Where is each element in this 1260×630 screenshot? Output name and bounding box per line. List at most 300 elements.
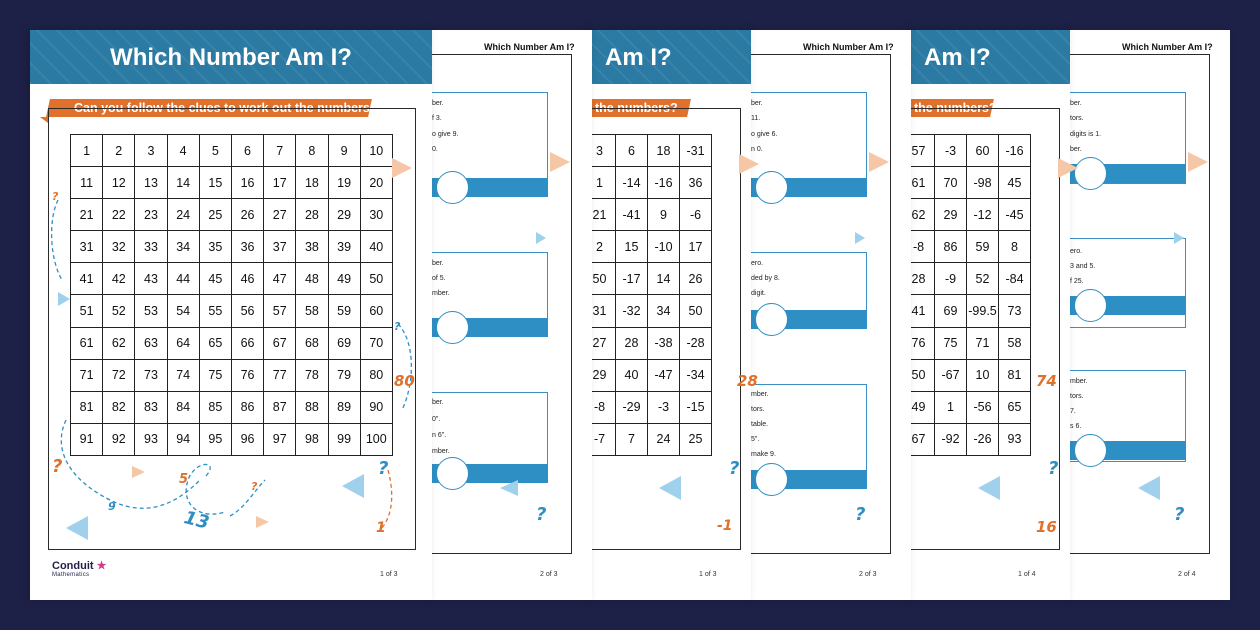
number-grid [583,134,712,456]
grid-cell: 40 [616,359,648,391]
grid-row [584,135,712,167]
grid-cell: 58 [999,327,1031,359]
answer-circle[interactable] [755,171,788,204]
grid-cell: 91 [71,423,103,455]
triangle-decoration [1174,232,1184,244]
grid-cell: 14 [648,263,680,295]
grid-cell: -15 [680,391,712,423]
grid-cell: 87 [264,391,296,423]
clue-line: o give 6. [751,131,778,138]
grid-cell: -6 [680,199,712,231]
clue-line: 7. [1070,408,1076,415]
grid-cell: 25 [680,423,712,455]
grid-cell: 28 [296,199,328,231]
grid-cell: 77 [264,359,296,391]
grid-cell: 86 [935,231,967,263]
grid-cell: 8 [999,231,1031,263]
grid-cell: 81 [71,391,103,423]
grid-cell: 29 [584,359,616,391]
grid-cell: -26 [967,423,999,455]
answer-circle[interactable] [1074,289,1107,322]
grid-cell: 65 [999,391,1031,423]
grid-cell: 69 [328,327,360,359]
triangle-decoration [855,232,865,244]
page-title: Which Number Am I? [1122,42,1213,52]
clue-line: table. [751,421,769,428]
grid-cell: 14 [167,167,199,199]
clue-line: ded by 8. [751,275,780,282]
instruction-text: the numbers? [595,101,678,115]
grid-cell: 10 [967,359,999,391]
grid-cell: 45 [999,167,1031,199]
triangle-decoration [342,474,364,498]
grid-row [584,423,712,455]
grid-cell: 18 [648,135,680,167]
grid-cell: 42 [103,263,135,295]
grid-cell: 11 [71,167,103,199]
grid-cell: 92 [103,423,135,455]
grid-cell: -7 [584,423,616,455]
triangle-decoration [132,466,145,478]
question-mark-decoration: ? [394,320,401,333]
grid-row [584,295,712,327]
grid-cell: 60 [967,135,999,167]
clue-line: 0. [432,146,438,153]
grid-cell: 93 [135,423,167,455]
grid-cell: 33 [135,231,167,263]
grid-cell: 70 [360,327,392,359]
grid-cell: 49 [903,391,935,423]
question-mark-decoration: ? [1048,458,1059,479]
triangle-decoration [1058,158,1078,178]
grid-cell: -92 [935,423,967,455]
grid-cell: 3 [135,135,167,167]
grid-cell: 15 [616,231,648,263]
clue-line: tors. [751,406,765,413]
worksheet-page-1-of-4 [910,30,1070,600]
grid-cell: 62 [103,327,135,359]
clue-line: ero. [1070,248,1083,255]
grid-row [903,263,1031,295]
grid-cell: -10 [648,231,680,263]
page-number: 1 of 4 [1018,571,1036,578]
grid-cell: 8 [296,135,328,167]
clue-line: 5". [751,436,760,443]
clue-line: digits is 1. [1070,131,1102,138]
grid-cell: 19 [328,167,360,199]
grid-cell: 34 [167,231,199,263]
grid-cell: 21 [584,199,616,231]
grid-cell: 25 [199,199,231,231]
worksheet-preview-board [30,30,1230,600]
grid-cell: 12 [103,167,135,199]
question-mark-decoration: ? [1174,504,1185,525]
grid-cell: 84 [167,391,199,423]
grid-cell: 76 [903,327,935,359]
grid-row [584,231,712,263]
clue-line: f 3. [432,115,442,122]
triangle-decoration [58,292,70,306]
grid-cell: 32 [103,231,135,263]
grid-cell: -31 [680,135,712,167]
grid-row [903,231,1031,263]
grid-cell: -8 [903,231,935,263]
grid-cell: 3 [584,135,616,167]
grid-cell: 17 [680,231,712,263]
grid-cell: 65 [199,327,231,359]
grid-cell: 59 [967,231,999,263]
grid-cell: -28 [680,327,712,359]
instruction-text: the numbers? [914,101,997,115]
worksheet-page-1-of-3 [30,30,432,600]
grid-cell: -14 [616,167,648,199]
grid-cell: 51 [71,295,103,327]
grid-cell: -12 [967,199,999,231]
grid-cell: 66 [231,327,263,359]
question-mark-decoration: ? [52,190,59,203]
grid-cell: 67 [264,327,296,359]
grid-cell: 43 [135,263,167,295]
clue-line: make 9. [751,451,776,458]
grid-cell: 55 [199,295,231,327]
grid-cell: 67 [903,423,935,455]
grid-cell: 7 [616,423,648,455]
grid-row [584,359,712,391]
grid-cell: 83 [135,391,167,423]
clue-line: ber. [751,100,763,107]
worksheet-page-2-of-3-b [751,30,911,600]
clue-line: ber. [432,100,444,107]
grid-cell: 45 [199,263,231,295]
grid-cell: -98 [967,167,999,199]
grid-cell: 16 [231,167,263,199]
grid-cell: 79 [328,359,360,391]
clue-line: mber. [1070,378,1088,385]
question-mark-decoration: ? [729,458,740,479]
answer-circle[interactable] [755,463,788,496]
number-74-decoration: 74 [1036,372,1057,390]
grid-cell: 52 [103,295,135,327]
grid-row [584,391,712,423]
clue-line: mber. [432,290,450,297]
page-number: 2 of 4 [1178,571,1196,578]
grid-cell: 74 [167,359,199,391]
grid-cell: 39 [328,231,360,263]
grid-cell: 57 [264,295,296,327]
grid-cell: 54 [167,295,199,327]
page-title-partial: Am I? [605,44,672,71]
grid-cell: 10 [360,135,392,167]
grid-cell: -16 [999,135,1031,167]
grid-cell: 78 [296,359,328,391]
grid-cell: -41 [616,199,648,231]
grid-cell: 13 [135,167,167,199]
grid-cell: 95 [199,423,231,455]
triangle-decoration [739,154,759,174]
grid-cell: 31 [584,295,616,327]
grid-cell: 41 [71,263,103,295]
grid-cell: 49 [328,263,360,295]
grid-cell: -38 [648,327,680,359]
grid-cell: 26 [680,263,712,295]
grid-cell: 18 [296,167,328,199]
grid-cell: 93 [999,423,1031,455]
clue-line: ber. [432,260,444,267]
grid-cell: -67 [935,359,967,391]
number-28-decoration: 28 [737,372,758,390]
grid-cell: 2 [584,231,616,263]
answer-circle[interactable] [436,171,469,204]
grid-cell: 62 [903,199,935,231]
worksheet-page-2-of-4 [1070,30,1230,600]
grid-cell: 61 [71,327,103,359]
grid-cell: 26 [231,199,263,231]
worksheet-page-2-of-3 [432,30,592,600]
grid-cell: 48 [296,263,328,295]
grid-cell: 17 [264,167,296,199]
grid-cell: 40 [360,231,392,263]
grid-cell: 50 [903,359,935,391]
grid-cell: 50 [584,263,616,295]
grid-cell: 59 [328,295,360,327]
brand-name: Conduit ★ [52,560,107,572]
grid-row [903,423,1031,455]
grid-cell: 30 [360,199,392,231]
grid-cell: 71 [71,359,103,391]
grid-cell: 31 [71,231,103,263]
grid-cell: 28 [903,263,935,295]
star-icon: ★ [96,560,107,572]
clue-line: digit. [751,290,766,297]
grid-cell: 56 [231,295,263,327]
clue-line: f 25. [1070,278,1084,285]
grid-cell: 75 [935,327,967,359]
grid-cell: 38 [296,231,328,263]
grid-row [584,327,712,359]
grid-cell: 28 [616,327,648,359]
number-grid [902,134,1031,456]
page-title-partial: Am I? [924,44,991,71]
triangle-decoration [978,476,1000,500]
clue-line: ero. [751,260,764,267]
grid-cell: 53 [135,295,167,327]
number-5-decoration: 5 [179,472,189,487]
grid-cell: 52 [967,263,999,295]
grid-cell: -34 [680,359,712,391]
grid-cell: 89 [328,391,360,423]
grid-cell: 24 [167,199,199,231]
grid-cell: 29 [935,199,967,231]
grid-cell: 1 [935,391,967,423]
grid-row [903,135,1031,167]
grid-cell: 94 [167,423,199,455]
grid-cell: 82 [103,391,135,423]
clue-line: mber. [432,448,450,455]
grid-cell: 73 [999,295,1031,327]
clue-line: n 0. [751,146,763,153]
answer-circle[interactable] [436,311,469,344]
triangle-decoration [1188,152,1208,172]
grid-cell: 57 [903,135,935,167]
grid-cell: 64 [167,327,199,359]
question-mark-decoration: ? [251,480,258,493]
grid-cell: -3 [648,391,680,423]
clue-line: of 5. [432,275,446,282]
number-1-decoration: 1 [376,520,386,536]
grid-cell: 81 [999,359,1031,391]
grid-row [903,199,1031,231]
grid-cell: 96 [231,423,263,455]
grid-row [903,391,1031,423]
grid-cell: 6 [616,135,648,167]
grid-cell: -17 [616,263,648,295]
grid-cell: 41 [903,295,935,327]
question-mark-decoration: ? [855,504,866,525]
grid-cell: 70 [935,167,967,199]
clue-line: 11. [751,115,761,122]
grid-cell: 5 [199,135,231,167]
grid-cell: 4 [167,135,199,167]
grid-cell: 34 [648,295,680,327]
grid-cell: 29 [328,199,360,231]
grid-cell: 22 [103,199,135,231]
grid-cell: 88 [296,391,328,423]
grid-cell: 9 [648,199,680,231]
page-title: Which Number Am I? [484,42,575,52]
triangle-decoration [66,516,88,540]
grid-row [584,263,712,295]
grid-cell: 36 [680,167,712,199]
brand-logo [52,559,106,578]
grid-row [903,295,1031,327]
grid-cell: 20 [360,167,392,199]
triangle-decoration [256,516,269,528]
grid-cell: 90 [360,391,392,423]
clue-line: 0". [432,416,441,423]
number-minus-1-decoration: -1 [717,518,733,534]
page-number: 2 of 3 [540,571,558,578]
grid-cell: 6 [231,135,263,167]
grid-cell: 75 [199,359,231,391]
grid-cell: 44 [167,263,199,295]
triangle-decoration [1138,476,1160,500]
grid-cell: 58 [296,295,328,327]
grid-cell: 86 [231,391,263,423]
clue-line: 3 and 5. [1070,263,1096,270]
clue-line: s 6. [1070,423,1082,430]
page-number: 2 of 3 [859,571,877,578]
grid-row [584,167,712,199]
question-mark-decoration: ? [536,504,547,525]
clue-line: ber. [1070,100,1082,107]
question-mark-decoration: ? [52,456,63,477]
grid-cell: 73 [135,359,167,391]
grid-cell: 37 [264,231,296,263]
triangle-decoration [500,480,518,496]
number-9-decoration: 9 [108,500,116,513]
grid-cell: 1 [71,135,103,167]
answer-circle[interactable] [436,457,469,490]
grid-cell: 71 [967,327,999,359]
grid-cell: 1 [584,167,616,199]
grid-cell: 15 [199,167,231,199]
grid-cell: 72 [103,359,135,391]
instruction-text: Can you follow the clues to work out the numbers? [74,101,378,115]
grid-row [903,359,1031,391]
grid-cell: -32 [616,295,648,327]
grid-cell: -45 [999,199,1031,231]
brand-subtitle: Mathematics [52,572,90,578]
grid-cell: 46 [231,263,263,295]
clue-line: o give 9. [432,131,459,138]
grid-cell: 27 [584,327,616,359]
grid-cell: 7 [264,135,296,167]
grid-cell: 36 [231,231,263,263]
grid-cell: 85 [199,391,231,423]
number-16-decoration: 16 [1036,518,1057,536]
grid-cell: 24 [648,423,680,455]
number-13-decoration: 13 [181,507,212,534]
triangle-decoration [550,152,570,172]
grid-cell: 35 [199,231,231,263]
page-title: Which Number Am I? [110,44,352,71]
grid-cell: 2 [103,135,135,167]
grid-cell: 98 [296,423,328,455]
grid-cell: -29 [616,391,648,423]
grid-cell: 60 [360,295,392,327]
answer-circle[interactable] [1074,434,1107,467]
clue-line: mber. [751,391,769,398]
triangle-decoration [536,232,546,244]
grid-cell: -3 [935,135,967,167]
clue-line: tors. [1070,115,1084,122]
grid-cell: 9 [328,135,360,167]
page-number: 1 of 3 [699,571,717,578]
grid-cell: -99.5 [967,295,999,327]
grid-row [584,199,712,231]
grid-cell: -56 [967,391,999,423]
grid-cell: 50 [360,263,392,295]
grid-cell: -47 [648,359,680,391]
triangle-decoration [392,158,412,178]
page-number: 1 of 3 [380,571,398,578]
answer-circle[interactable] [755,303,788,336]
grid-row [903,327,1031,359]
grid-cell: 76 [231,359,263,391]
grid-cell: 27 [264,199,296,231]
answer-circle[interactable] [1074,157,1107,190]
page-title: Which Number Am I? [803,42,894,52]
grid-cell: 61 [903,167,935,199]
grid-cell: -8 [584,391,616,423]
grid-cell: -16 [648,167,680,199]
grid-cell: 63 [135,327,167,359]
number-80-decoration: 80 [394,372,415,390]
grid-cell: 23 [135,199,167,231]
grid-cell: 47 [264,263,296,295]
grid-cell: 99 [328,423,360,455]
clue-line: ber. [432,399,444,406]
grid-cell: 50 [680,295,712,327]
clue-line: n 6". [432,432,447,439]
grid-cell: 69 [935,295,967,327]
clue-line: ber. [1070,146,1082,153]
grid-cell: -84 [999,263,1031,295]
clue-line: tors. [1070,393,1084,400]
grid-cell: 68 [296,327,328,359]
triangle-decoration [869,152,889,172]
grid-cell: 21 [71,199,103,231]
